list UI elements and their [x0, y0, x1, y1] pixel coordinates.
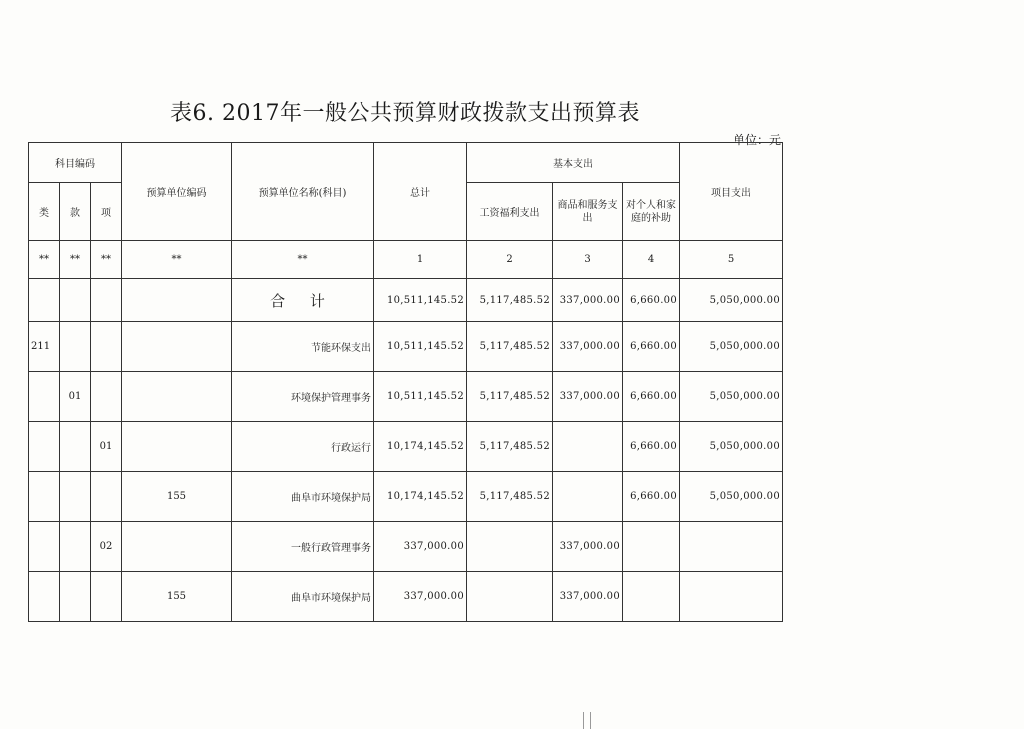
cell-goods: 337,000.00 — [553, 279, 623, 322]
cell-lei — [29, 522, 60, 572]
cell-unit-code — [122, 522, 232, 572]
header-salary: 工资福利支出 — [467, 183, 553, 241]
header-unit-name: 预算单位名称(科目) — [232, 143, 374, 241]
cell-goods: 337,000.00 — [553, 572, 623, 622]
cell-unit-name: 环境保护管理事务 — [232, 372, 374, 422]
cell-xiang — [91, 572, 122, 622]
cell-unit-name: 节能环保支出 — [232, 322, 374, 372]
cell-personal: 6,660.00 — [623, 279, 680, 322]
cell-kuan: 01 — [60, 372, 91, 422]
cell-total: 10,511,145.52 — [374, 279, 467, 322]
cell-unit-name: 合 计 — [232, 279, 374, 322]
index-cell: ** — [60, 241, 91, 279]
cell-unit-name: 曲阜市环境保护局 — [232, 572, 374, 622]
page-title: 表6. 2017年一般公共预算财政拨款支出预算表 — [170, 101, 640, 126]
cell-project — [680, 572, 783, 622]
cell-unit-code: 155 — [122, 472, 232, 522]
cell-unit-code — [122, 422, 232, 472]
index-cell: 5 — [680, 241, 783, 279]
cell-lei — [29, 279, 60, 322]
cell-goods: 337,000.00 — [553, 372, 623, 422]
cell-unit-code — [122, 279, 232, 322]
budget-table — [28, 142, 783, 622]
cell-total: 337,000.00 — [374, 522, 467, 572]
cell-personal — [623, 572, 680, 622]
cell-lei — [29, 472, 60, 522]
cell-unit-name: 曲阜市环境保护局 — [232, 472, 374, 522]
cell-xiang: 01 — [91, 422, 122, 472]
table-row — [29, 472, 783, 522]
cell-total: 10,511,145.52 — [374, 322, 467, 372]
cell-project: 5,050,000.00 — [680, 472, 783, 522]
index-cell: ** — [29, 241, 60, 279]
cell-salary: 5,117,485.52 — [467, 422, 553, 472]
index-cell: 1 — [374, 241, 467, 279]
table-row — [29, 422, 783, 472]
cell-project — [680, 522, 783, 572]
cell-total: 337,000.00 — [374, 572, 467, 622]
cell-kuan — [60, 572, 91, 622]
index-cell: ** — [232, 241, 374, 279]
cell-unit-name: 一般行政管理事务 — [232, 522, 374, 572]
cell-kuan — [60, 472, 91, 522]
cell-project: 5,050,000.00 — [680, 372, 783, 422]
cell-total: 10,174,145.52 — [374, 422, 467, 472]
cell-unit-code — [122, 322, 232, 372]
cell-xiang — [91, 322, 122, 372]
table-row — [29, 572, 783, 622]
cell-xiang — [91, 472, 122, 522]
header-project: 项目支出 — [680, 143, 783, 241]
cell-goods: 337,000.00 — [553, 522, 623, 572]
cell-unit-code: 155 — [122, 572, 232, 622]
cell-salary: 5,117,485.52 — [467, 372, 553, 422]
header-xiang: 项 — [91, 183, 122, 241]
header-subject-code: 科目编码 — [29, 143, 122, 183]
page-edge-mark — [583, 712, 591, 729]
index-cell: 4 — [623, 241, 680, 279]
header-unit-code: 预算单位编码 — [122, 143, 232, 241]
cell-personal: 6,660.00 — [623, 372, 680, 422]
header-total: 总计 — [374, 143, 467, 241]
table-row — [29, 372, 783, 422]
cell-total: 10,174,145.52 — [374, 472, 467, 522]
index-cell: ** — [122, 241, 232, 279]
cell-unit-code — [122, 372, 232, 422]
cell-total: 10,511,145.52 — [374, 372, 467, 422]
cell-personal: 6,660.00 — [623, 422, 680, 472]
cell-kuan — [60, 279, 91, 322]
cell-personal — [623, 522, 680, 572]
cell-project: 5,050,000.00 — [680, 322, 783, 372]
cell-personal: 6,660.00 — [623, 472, 680, 522]
cell-personal: 6,660.00 — [623, 322, 680, 372]
cell-lei — [29, 372, 60, 422]
header-kuan: 款 — [60, 183, 91, 241]
cell-salary: 5,117,485.52 — [467, 322, 553, 372]
cell-xiang: 02 — [91, 522, 122, 572]
cell-salary — [467, 572, 553, 622]
cell-lei: 211 — [29, 322, 60, 372]
cell-goods: 337,000.00 — [553, 322, 623, 372]
header-goods: 商品和服务支出 — [553, 183, 623, 241]
cell-xiang — [91, 279, 122, 322]
cell-salary: 5,117,485.52 — [467, 279, 553, 322]
cell-kuan — [60, 322, 91, 372]
index-cell: 2 — [467, 241, 553, 279]
cell-project: 5,050,000.00 — [680, 279, 783, 322]
cell-salary: 5,117,485.52 — [467, 472, 553, 522]
cell-lei — [29, 572, 60, 622]
cell-unit-name: 行政运行 — [232, 422, 374, 472]
index-cell: ** — [91, 241, 122, 279]
table-row — [29, 522, 783, 572]
table-row — [29, 279, 783, 322]
cell-xiang — [91, 372, 122, 422]
cell-lei — [29, 422, 60, 472]
index-cell: 3 — [553, 241, 623, 279]
cell-salary — [467, 522, 553, 572]
cell-kuan — [60, 522, 91, 572]
header-personal: 对个人和家庭的补助 — [623, 183, 680, 241]
cell-project: 5,050,000.00 — [680, 422, 783, 472]
header-basic: 基本支出 — [467, 143, 680, 183]
cell-goods — [553, 472, 623, 522]
cell-goods — [553, 422, 623, 472]
cell-kuan — [60, 422, 91, 472]
table-row — [29, 322, 783, 372]
header-lei: 类 — [29, 183, 60, 241]
unit-label: 单位：元 — [733, 133, 782, 147]
